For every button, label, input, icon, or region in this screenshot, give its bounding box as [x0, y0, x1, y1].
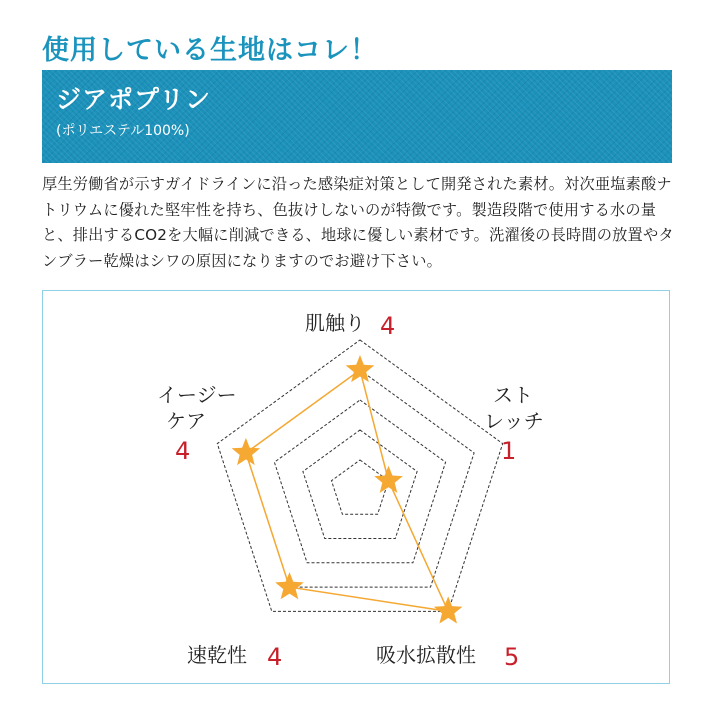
- score-absorbency: 5: [504, 643, 520, 671]
- axis-label-stretch-line1: スト: [493, 383, 533, 407]
- radar-data-line: [246, 370, 448, 611]
- axis-label-absorbency: 吸水拡散性: [376, 643, 476, 667]
- radar-grid-ring: [303, 430, 417, 539]
- star-icon: [275, 572, 304, 599]
- fabric-name: ジアポプリン: [56, 85, 212, 114]
- radar-data: [232, 355, 463, 624]
- radar-grid-ring: [217, 340, 502, 611]
- score-stretch: 1: [501, 437, 517, 465]
- radar-grid-ring: [332, 460, 389, 514]
- radar-labels: [157, 311, 544, 671]
- star-icon: [434, 596, 463, 623]
- page-title: 使用している生地はコレ！: [42, 35, 378, 66]
- axis-label-easy-care-line2: ケア: [166, 409, 206, 433]
- axis-label-easy-care-line1: イージー: [157, 383, 237, 407]
- fabric-composition: (ポリエステル100%): [56, 123, 190, 139]
- score-skin-feel: 4: [380, 312, 396, 340]
- score-quick-dry: 4: [267, 643, 283, 671]
- star-icon: [374, 466, 403, 493]
- radar-grid: [217, 340, 502, 611]
- axis-label-quick-dry: 速乾性: [187, 643, 247, 667]
- score-easy-care: 4: [175, 437, 191, 465]
- fabric-description: 厚生労働省が示すガイドラインに沿った感染症対策として開発された素材。対次亜塩素酸ナトリウムに優れた堅牢性を持ち、色抜けしないのが特徴です。製造段階で使用する水の量と、排出するCO2を大幅に削減できる、地球に優しい素材です。洗濯後の長時間の放置やタンブラー乾燥はシワの原因になりますのでお避け下さい。: [42, 175, 674, 270]
- axis-label-skin-feel: 肌触り: [305, 311, 365, 335]
- star-icon: [232, 438, 261, 465]
- axis-label-stretch-line2: レッチ: [484, 409, 544, 433]
